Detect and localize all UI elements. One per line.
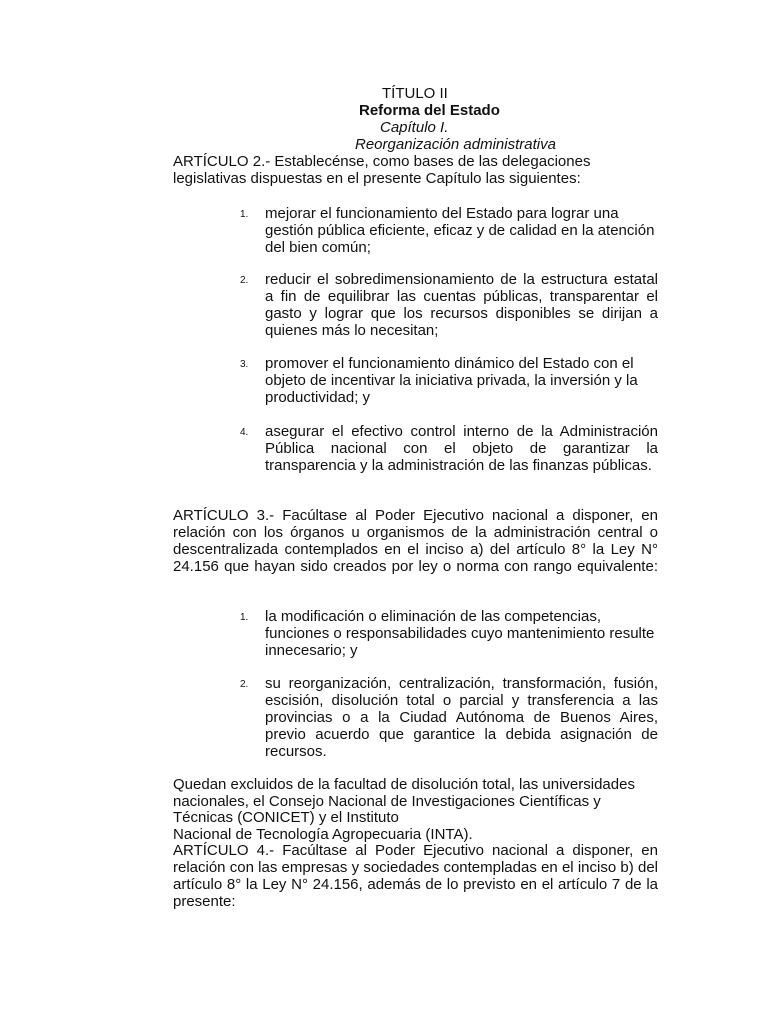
list-item-text: su reorganización, centralización, transformación, fusión, escisión, disolución total o parcial y transferencia a las provincias o a la Ciudad Autónoma de Buenos Aires, previo acuerdo que garantice la debida asignación de recursos. bbox=[265, 675, 658, 760]
articulo-3-intro: ARTÍCULO 3.- Facúltase al Poder Ejecutivo nacional a disponer, en relación con los órganos u organismos de la administración central o descentralizada contemplados en el inciso a) del artículo 8° la Ley N° 24.156 que hayan sido creados por ley o norma con rango equivalente: bbox=[173, 507, 658, 575]
excluidos-line-3: Técnicas (CONICET) y el Instituto bbox=[173, 809, 399, 826]
excluidos-line-1: Quedan excluidos de la facultad de disolución total, las universidades bbox=[173, 776, 635, 793]
articulo-4-intro: ARTÍCULO 4.- Facúltase al Poder Ejecutivo nacional a disponer, en relación con las empresas y sociedades contempladas en el inciso b) del artículo 8° la Ley N° 24.156, además de lo previsto en el artículo 7 de la presente: bbox=[173, 842, 658, 910]
list-item-text: mejorar el funcionamiento del Estado para lograr una gestión pública eficiente, eficaz y de calidad en la atención del bien común; bbox=[265, 205, 655, 256]
title-reorganizacion: Reorganización administrativa bbox=[355, 136, 556, 153]
title-capitulo: Capítulo I. bbox=[380, 119, 449, 136]
list-number: 3. bbox=[240, 359, 249, 370]
list-number: 4. bbox=[240, 427, 249, 438]
list-item-text: promover el funcionamiento dinámico del Estado con el objeto de incentivar la iniciativa privada, la inversión y la productividad; y bbox=[265, 355, 638, 406]
list-number: 1. bbox=[240, 209, 249, 220]
articulo-2-intro: ARTÍCULO 2.- Establecénse, como bases de las delegaciones legislativas dispuestas en el presente Capítulo las siguientes: bbox=[173, 153, 591, 187]
list-number: 2. bbox=[240, 679, 249, 690]
list-number: 1. bbox=[240, 612, 249, 623]
list-number: 2. bbox=[240, 275, 249, 286]
excluidos-line-2: nacionales, el Consejo Nacional de Investigaciones Científicas y bbox=[173, 793, 601, 810]
list-item-text: reducir el sobredimensionamiento de la estructura estatal a fin de equilibrar las cuentas públicas, transparentar el gasto y lograr que los recursos disponibles se dirijan a quienes más lo necesitan; bbox=[265, 271, 658, 339]
list-item-text: la modificación o eliminación de las competencias, funciones o responsabilidades cuyo mantenimiento resulte innecesario; y bbox=[265, 608, 655, 659]
title-titulo: TÍTULO II bbox=[382, 85, 448, 102]
excluidos-line-4: Nacional de Tecnología Agropecuaria (INTA). bbox=[173, 826, 473, 843]
list-item-text: asegurar el efectivo control interno de la Administración Pública nacional con el objeto de garantizar la transparencia y la administración de las finanzas públicas. bbox=[265, 423, 658, 474]
title-reforma: Reforma del Estado bbox=[359, 102, 500, 119]
